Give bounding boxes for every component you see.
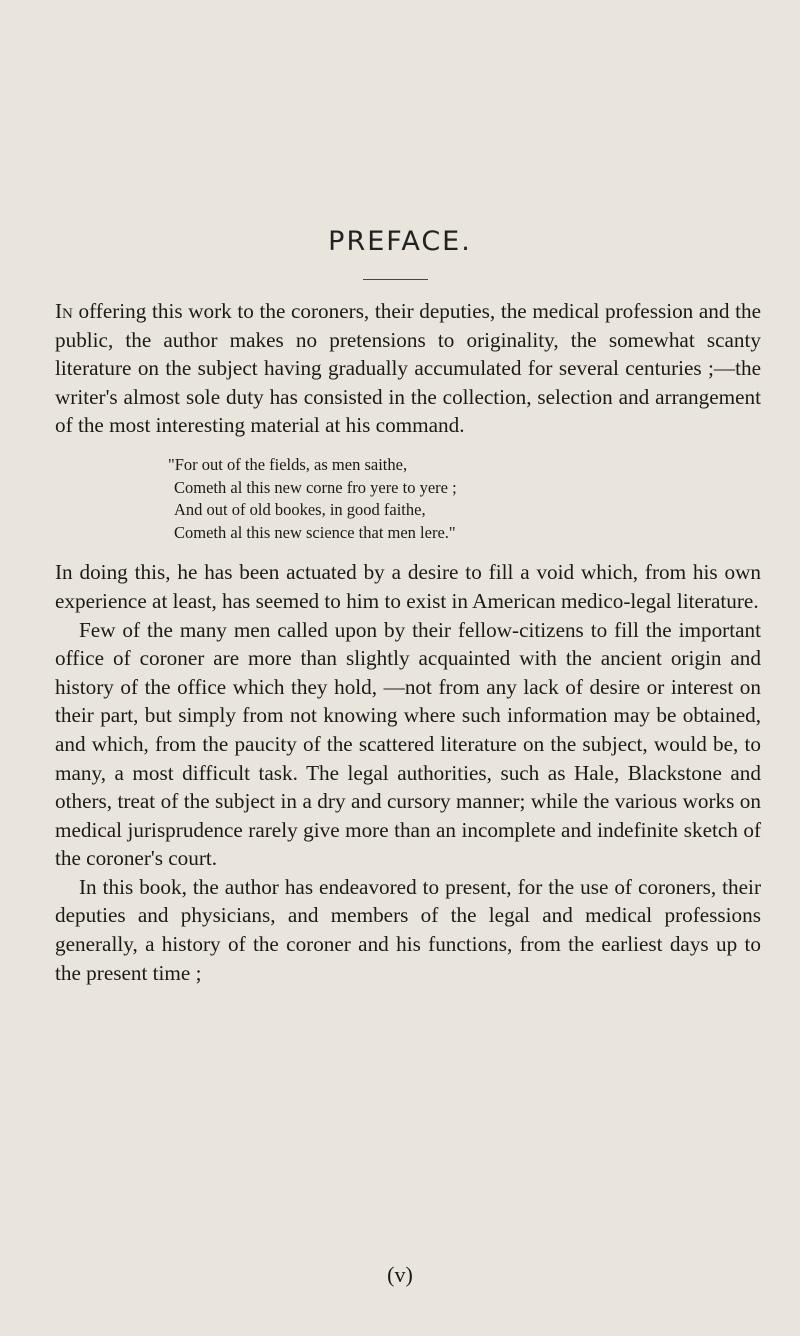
paragraph-1-lead: In [55,299,73,323]
title-rule-divider [363,279,428,280]
verse-line-4: Cometh al this new science that men lere." [174,522,456,542]
verse-line-3: And out of old bookes, in good faithe, [174,500,426,520]
paragraph-3: Few of the many men called upon by their fellow-citizens to fill the important office of coroner are more than slightly acquainted with the ancient origin and history of the office which they hold, —not from any lack of desire or interest on their part, but simply from not knowing where such information may be obtained, and which, from the paucity of the scattered literature on the subject, would be, to many, a most difficult task. The legal authorities, such as Hale, Blackstone and others, treat of the subject in a dry and cursory manner; while the various works on medical jurisprudence rarely give more than an incomplete and indefinite sketch of the coroner's court. [55,617,761,871]
verse-line-1: "For out of the fields, as men saithe, [168,454,408,474]
page-number: (v) [387,1262,413,1287]
page-title: PREFACE. [328,226,472,257]
verse-line-2: Cometh al this new corne fro yere to yere ; [174,477,457,497]
preface-body [55,297,761,987]
paragraph-4: In this book, the author has endeavored to present, for the use of coroners, their deputies and physicians, and members of the legal and medical professions generally, a history of the coroner and his functions, from the earliest days up to the present time ; [55,874,761,985]
paragraph-1-text: offering this work to the coroners, their deputies, the medical profession and the public, the author makes no pretensions to originality, the somewhat scanty literature on the subject having gradually accumulated for several centuries ;—the writer's almost sole duty has consisted in the collection, selection and arrangement of the most interesting material at his command. [55,299,761,438]
paragraph-1 [55,297,761,440]
verse-quote [168,454,761,544]
paragraph-2: In doing this, he has been actuated by a desire to fill a void which, from his own experience at least, has seemed to him to exist in American medico-legal literature. [55,560,761,613]
